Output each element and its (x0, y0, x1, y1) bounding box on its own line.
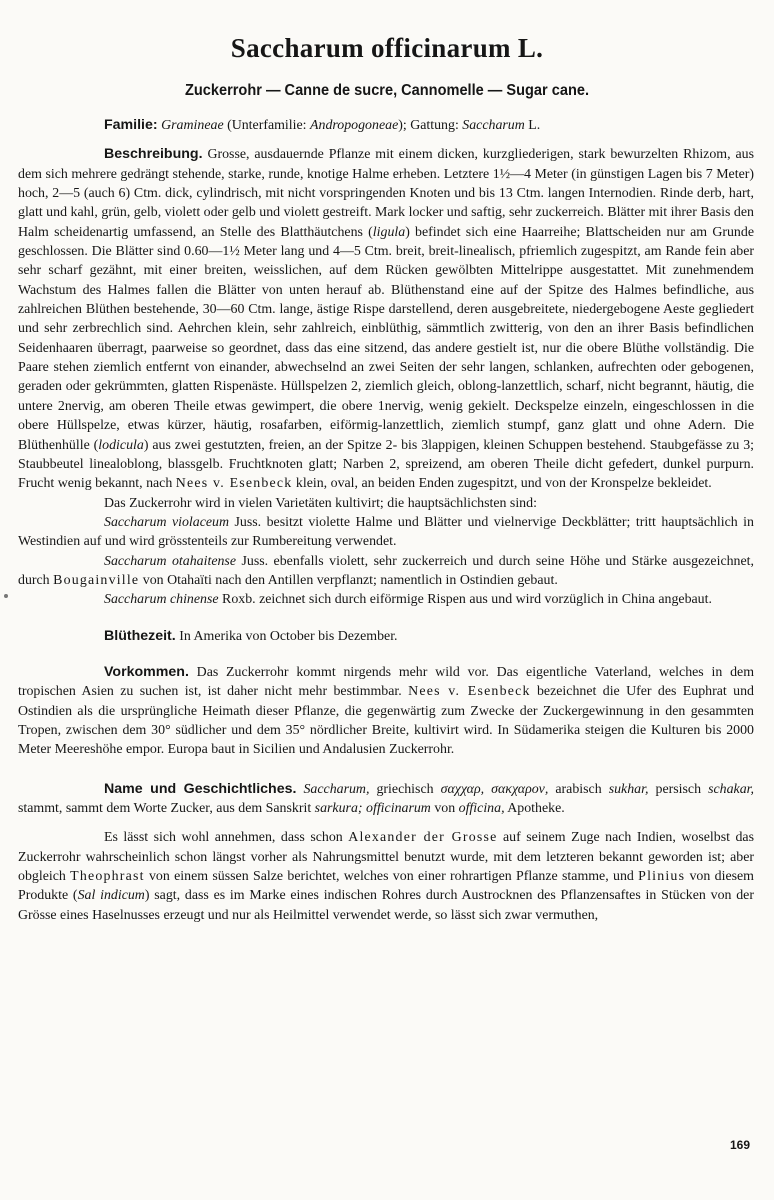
geschichte-text: ) sagt, dass es im Marke eines indischen Rohres durch Austrocknen des Pflanzensaftes in Stücken von der Grösse eines Haselnusses erzeugt und nur als Heilmittel verwendet werde, so lässt sich zwar vermuthen, (18, 888, 754, 923)
beschreibung-text: ) aus zwei gestutzten, freien, an der Spitze 2- bis 3lappigen, kleinen Schuppen bestehend. Staubgefässe zu 3; Staubbeutel linealoblong, blassgelb. Fruchtknoten glatt; Narben 2, spreizend, am oberen Theile dicht gefedert, dunkel purpurn. Frucht wenig bekannt, nach (18, 437, 754, 492)
arabic-word: sukhar, (608, 781, 649, 797)
variety-name: Saccharum violaceum (104, 514, 230, 530)
name-text: Apotheke. (504, 801, 565, 816)
persian-word: schakar, (708, 781, 754, 797)
article-body (18, 116, 754, 925)
bluethezeit-text: In Amerika von October bis Dezember. (175, 628, 398, 644)
familie-text: L. (524, 118, 541, 133)
varieties-intro: Das Zuckerrohr wird in vielen Varietäten kultivirt; die hauptsächlichsten sind: (104, 495, 537, 511)
person-name: Alexander der Grosse (348, 830, 498, 846)
name-heading: Name und Geschichtliches. (104, 780, 297, 797)
geschichte-paragraph (18, 828, 754, 925)
variety-otahaitense (18, 552, 754, 591)
vorkommen-text: bezeichnet die Ufer des Euphrat und Ostindien als die ursprüngliche Heimath dieser Pflanze, die gegenwärtig zum Zwecke der Zuckergewinnung in den gesammten Tropen, zwischen dem 30° südlicher und dem 35° nördlicher Breite, kultivirt wird. In Südamerika steigen die Kulturen bis 2000 Meter Meereshöhe empor. Europa baut in Sicilien und Andalusien Zuckerrohr. (18, 684, 754, 758)
variety-text: Roxb. zeichnet sich durch eiförmige Rispen aus und wird vorzüglich in China angebaut. (218, 592, 712, 608)
margin-mark (4, 594, 8, 598)
latin-word: officina, (458, 801, 505, 816)
beschreibung-paragraph (18, 145, 754, 493)
name-text: stammt, sammt dem Worte Zucker, aus dem Sanskrit (18, 801, 315, 816)
variety-chinense (18, 590, 754, 609)
vorkommen-paragraph (18, 663, 754, 760)
beschreibung-text: ) befindet sich eine Haarreihe; Blattscheiden nur am Grunde geschlossen. Die Blätter sind 0.60—1½ Meter lang und 4—5 Ctm. breit, breit-linealisch, pfriemlich zugespitzt, am Rande fein aber sehr scharf gezähnt, mit einer breiten, weisslichen, auf dem Rücken gewölbten Mittelrippe ausgestattet. Mit zunehmendem Wachstum des Halmes fallen die Blätter von unten herauf ab. Blüthenstand eine auf der Spitze des Halmes befindliche, aus zahlreichen Blüthen bestehende, 30—60 Ctm. lange, ästige Rispe darstellend, deren ausgebreitete, niedergebogene Aeste gegliedert und sehr zerbrechlich sind. Aehrchen klein, sehr zahlreich, einblüthig, sämmtlich zwitterig, von den an ihrer Basis befindlichen Seidenhaaren überragt, paarweise so geordnet, dass das eine sitzend, das andere gestielt ist, nur die obere Blüthe vollständig. Die Paare stehen ziemlich entfernt von einander, abwechselnd an zwei Seiten der sehr langen, schlanken, aufrechten oder gebogenen, geraden oder gekrümmten, glatten Rispenäste. Hüllspelzen 2, ziemlich gleich, oblong-lanzettlich, scharf, nicht begrannt, häutig, die untere 2nervig, am oberen Theile etwas gewimpert, die obere 1nervig, wenig gekielt. Deckspelze einzeln, eingeschlossen in die obere Hüllspelze, etwas kürzer, häutig, rosafarben, eiförmig-lanzettlich, ziemlich stumpf, ganz glatt und ohne Adern. Die Blüthenhülle ( (18, 224, 754, 453)
page-number: 169 (729, 1138, 750, 1152)
beschreibung-text: klein, oval, an beiden Enden zugespitzt, und von der Kronspelze bekleidet. (292, 476, 712, 492)
name-paragraph (18, 780, 754, 819)
familie-text: (Unterfamilie: (223, 118, 311, 133)
name-text: griechisch (369, 781, 441, 797)
variety-text: Juss. ebenfalls violett, sehr zuckerreich und durch seine Höhe und Stärke ausgezeichnet, durch (18, 553, 754, 588)
common-names: Zuckerrohr — Canne de sucre, Cannomelle — Sugar cane. (184, 82, 590, 99)
greek-word: σαχχαρ, σακχαρον, (440, 781, 549, 797)
person-name: Theophrast (70, 869, 145, 885)
person-name: Plinius (638, 869, 686, 885)
family-name: Gramineae (161, 118, 224, 133)
vorkommen-text: Das Zuckerrohr kommt nirgends mehr wild vor. Das eigentliche Vaterland, welches in dem tropischen Asien zu suchen ist, ist daher nicht mehr bestimmbar. (18, 664, 754, 700)
geschichte-text: auf seinem Zuge nach Indien, woselbst das Zuckerrohr wahrscheinlich schon längst vorher als Nahrungsmittel benutzt wurde, mit dem letzteren bekannt geworden ist; aber obgleich (18, 830, 755, 885)
person-name: Nees v. Esenbeck (408, 684, 531, 700)
geschichte-text: von diesem Produkte ( (18, 869, 754, 904)
page-title: Saccharum officinarum L. (230, 33, 544, 63)
familie-heading: Familie: (104, 117, 158, 133)
sanskrit-word: sarkura; (314, 801, 363, 816)
variety-violaceum (18, 513, 754, 552)
name-text: arabisch (548, 781, 609, 797)
latin-word: Saccharum, (303, 781, 370, 797)
lodicula-term: lodicula (98, 437, 144, 453)
bluethezeit-heading: Blüthezeit. (104, 627, 176, 644)
name-text: von (430, 801, 459, 816)
latin-term: Sal indicum (77, 888, 145, 904)
name-text: persisch (648, 781, 709, 797)
familie-text: ); Gattung: (398, 118, 463, 133)
geschichte-text: Es lässt sich wohl annehmen, dass schon (104, 830, 349, 846)
beschreibung-heading: Beschreibung. (104, 146, 203, 163)
subfamily-name: Andropogoneae (310, 118, 399, 133)
bluethezeit-paragraph (18, 627, 754, 646)
variety-text: Juss. besitzt violette Halme und Blätter und vielnervige Deckblätter; tritt hauptsächlich in Westindien auf und wird grösstenteils zur Rumbereitung verwendet. (18, 514, 754, 550)
familie-paragraph (18, 116, 754, 135)
variety-name: Saccharum otahaitense (104, 553, 236, 569)
vorkommen-heading: Vorkommen. (104, 663, 189, 680)
genus-name: Saccharum (462, 118, 525, 133)
latin-word: officinarum (366, 801, 431, 816)
person-name: Bougainville (53, 572, 140, 588)
ligula-term: ligula (372, 224, 406, 240)
beschreibung-text: Grosse, ausdauernde Pflanze mit einem dicken, kurzgliederigen, stark bewurzelten Rhizom, aus dem sich mehrere gedrängt stehende, starke, runde, knotige Halme erheben. Letztere 1½—4 Meter (in günstigen Lagen bis 7 Meter) hoch, 2—5 (auch 6) Ctm. dick, cylindrisch, mit nicht vorspringenden Knoten und bis 13 Ctm. langen Internodien. Rinde derb, hart, glatt und kahl, grün, gelb, violett oder gelb und violett gestreift. Mark locker und saftig, sehr zuckerreich. Blätter mit ihrer Basis den Halm scheidenartig umfassend, an Stelle des Blatthäutchens ( (18, 147, 754, 240)
geschichte-text: von einem süssen Salze berichtet, welches von einer rohrartigen Pflanze stamme, und (144, 869, 639, 885)
author-name: Nees v. Esenbeck (175, 476, 293, 492)
variety-name: Saccharum chinense (104, 592, 219, 608)
variety-text: von Otahaïti nach den Antillen verpflanzt; namentlich in Ostindien gebaut. (139, 572, 558, 588)
